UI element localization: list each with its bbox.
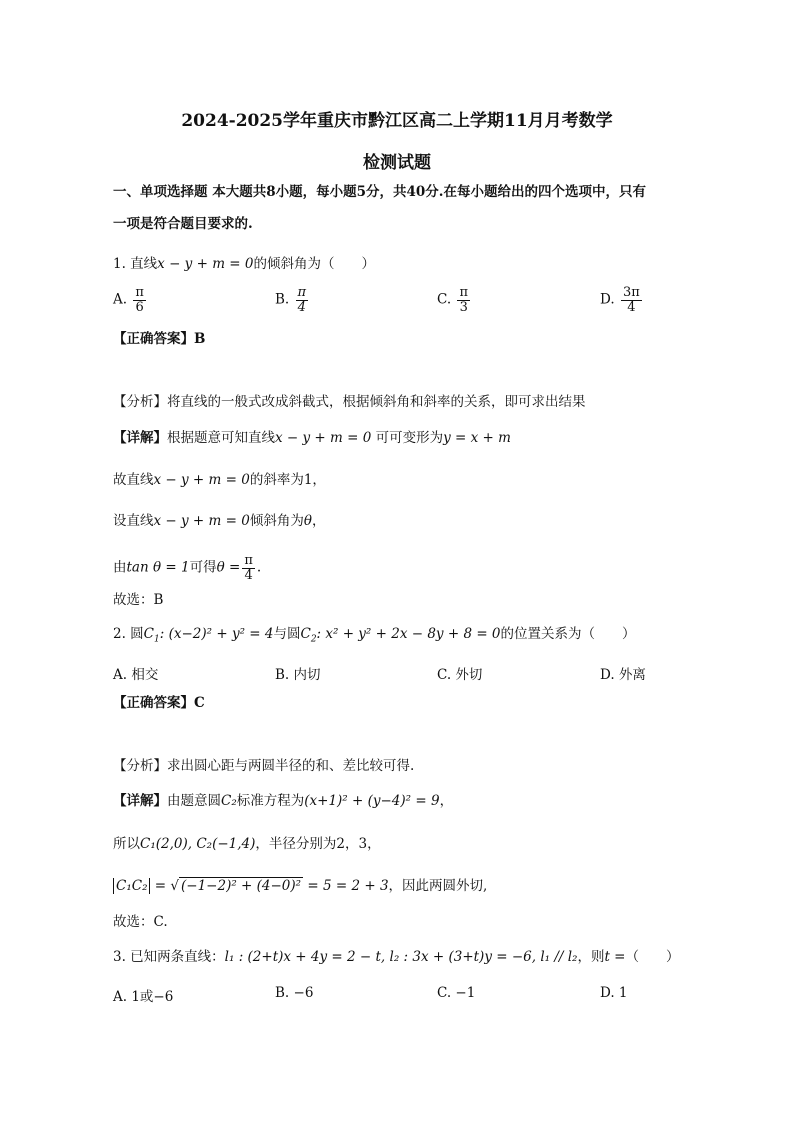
question-3-option-c: C. −1 bbox=[437, 985, 476, 1001]
equation: t = bbox=[604, 949, 626, 965]
question-3-option-a: A. 1或−6 bbox=[113, 989, 174, 1005]
option-label: C. bbox=[437, 291, 452, 308]
text: ， bbox=[439, 793, 454, 809]
text: 故直线 bbox=[113, 472, 154, 488]
question-2-centers-line bbox=[113, 834, 381, 854]
text: ，则 bbox=[577, 949, 605, 965]
question-1-equation: x − y + m = 0 bbox=[157, 256, 254, 272]
text: ， bbox=[311, 513, 326, 529]
text: 由题意圆 bbox=[167, 793, 221, 809]
symbol: C₂ bbox=[221, 793, 237, 809]
question-2-answer: 【正确答案】C bbox=[113, 695, 205, 711]
subscript: 1 bbox=[154, 634, 160, 645]
square-root: (−1−2)² + (4−0)² bbox=[181, 878, 302, 894]
question-2-choose: 故选：C. bbox=[113, 914, 168, 930]
question-2-option-d: D. 外离 bbox=[600, 667, 646, 683]
text: （ ） bbox=[625, 949, 680, 965]
subscript: 2 bbox=[310, 634, 317, 645]
option-label: B. bbox=[275, 291, 290, 308]
theta-symbol: θ bbox=[303, 513, 312, 529]
numerator: π bbox=[244, 553, 253, 568]
fraction bbox=[457, 286, 470, 314]
text: 的斜率为1， bbox=[249, 472, 326, 488]
question-3-option-b: B. −6 bbox=[275, 985, 314, 1001]
detail-label: 【详解】 bbox=[113, 430, 167, 446]
question-3-number: 3. 已知两条直线： bbox=[113, 949, 225, 965]
question-3-option-d: D. 1 bbox=[600, 985, 628, 1001]
equation: : (x−2)² + y² = 4 bbox=[159, 626, 274, 642]
section-heading-line-2: 一项是符合题目要求的. bbox=[113, 216, 253, 232]
equation: = bbox=[154, 878, 167, 894]
question-1-answer: 【正确答案】B bbox=[113, 331, 206, 347]
section-heading-line-1: 一、单项选择题 本大题共8小题，每小题5分，共40分.在每小题给出的四个选项中，只有 bbox=[113, 184, 646, 200]
question-2-number: 2. 圆 bbox=[113, 626, 144, 642]
detail-text: 可可变形为 bbox=[375, 430, 444, 446]
equation: l₁ : (2+t)x + 4y = 2 − t, l₂ : 3x + (3+t)y = −6, l₁ // l₂ bbox=[224, 949, 578, 965]
question-1-option-c bbox=[437, 286, 472, 314]
equation: : x² + y² + 2x − 8y + 8 = 0 bbox=[316, 626, 501, 642]
text: 标准方程为 bbox=[236, 793, 305, 809]
question-1-result-line bbox=[113, 554, 261, 582]
title-line-2: 检测试题 bbox=[363, 153, 431, 173]
option-label: A. bbox=[113, 291, 128, 308]
question-1-number: 1. 直线 bbox=[113, 256, 158, 272]
denominator: 6 bbox=[135, 299, 144, 315]
denominator: 4 bbox=[244, 567, 253, 583]
question-1-choose: 故选：B bbox=[113, 592, 164, 608]
text: 与圆 bbox=[273, 626, 301, 642]
equation: θ = bbox=[216, 559, 241, 576]
text: 所以 bbox=[113, 836, 140, 852]
detail-text: 根据题意可知直线 bbox=[167, 430, 275, 446]
question-1-analysis: 【分析】将直线的一般式改成斜截式，根据倾斜角和斜率的关系，即可求出结果 bbox=[113, 394, 586, 410]
question-2 bbox=[113, 624, 636, 650]
question-2-distance-line: C₁C₂ = √ (−1−2)² + (4−0)² = 5 = 2 + 3，因此两圆外切, bbox=[113, 876, 487, 896]
equation: = 5 = 2 + 3 bbox=[307, 878, 389, 894]
question-1-option-d bbox=[600, 286, 644, 314]
detail-label: 【详解】 bbox=[113, 793, 167, 809]
text: 的位置关系为（ ） bbox=[500, 626, 636, 642]
text: 可得 bbox=[189, 559, 217, 576]
denominator: 3 bbox=[459, 299, 468, 315]
detail-equation: x − y + m = 0 bbox=[275, 430, 372, 446]
circle-c1 bbox=[143, 626, 160, 645]
equation: x − y + m = 0 bbox=[153, 472, 250, 488]
equation: C₁(2,0), C₂(−1,4) bbox=[140, 836, 256, 852]
text: 由 bbox=[113, 559, 127, 576]
fraction bbox=[296, 286, 309, 314]
denominator: 4 bbox=[627, 299, 636, 315]
question-1-option-a bbox=[113, 286, 148, 314]
symbol: C bbox=[300, 626, 311, 642]
question-1-slope-line bbox=[113, 470, 326, 490]
numerator: π bbox=[459, 285, 468, 300]
option-label: D. bbox=[600, 291, 615, 308]
numerator: π bbox=[297, 285, 307, 300]
question-2-option-c: C. 外切 bbox=[437, 667, 483, 683]
question-1-tail: 的倾斜角为（ ） bbox=[253, 256, 375, 272]
text: . bbox=[256, 559, 262, 576]
text: ，半径分别为2，3， bbox=[255, 836, 381, 852]
title-line-1: 2024-2025学年重庆市黔江区高二上学期11月月考数学 bbox=[181, 111, 613, 131]
denominator: 4 bbox=[297, 299, 306, 315]
circle-c2 bbox=[300, 626, 317, 645]
question-1-detail bbox=[113, 428, 511, 448]
question-2-detail bbox=[113, 791, 453, 811]
fraction bbox=[242, 554, 255, 582]
equation: x − y + m = 0 bbox=[153, 513, 250, 529]
question-1 bbox=[113, 254, 375, 274]
numerator: π bbox=[135, 285, 144, 300]
question-2-option-b: B. 内切 bbox=[275, 667, 321, 683]
text: 设直线 bbox=[113, 513, 154, 529]
question-1-angle-line bbox=[113, 511, 325, 531]
symbol: C bbox=[143, 626, 155, 642]
absolute-value: C₁C₂ bbox=[113, 878, 150, 894]
equation: (x+1)² + (y−4)² = 9 bbox=[304, 793, 440, 809]
numerator: 3π bbox=[622, 285, 640, 300]
question-1-option-b bbox=[275, 286, 310, 314]
text: ，因此两圆外切, bbox=[388, 878, 488, 894]
fraction bbox=[621, 286, 642, 314]
question-2-option-a: A. 相交 bbox=[113, 667, 159, 683]
detail-equation: y = x + m bbox=[443, 430, 511, 446]
equation: tan θ = 1 bbox=[126, 559, 190, 576]
text: 倾斜角为 bbox=[249, 513, 304, 529]
question-3 bbox=[113, 947, 680, 967]
question-2-analysis: 【分析】求出圆心距与两圆半径的和、差比较可得. bbox=[113, 758, 415, 774]
fraction bbox=[133, 286, 146, 314]
